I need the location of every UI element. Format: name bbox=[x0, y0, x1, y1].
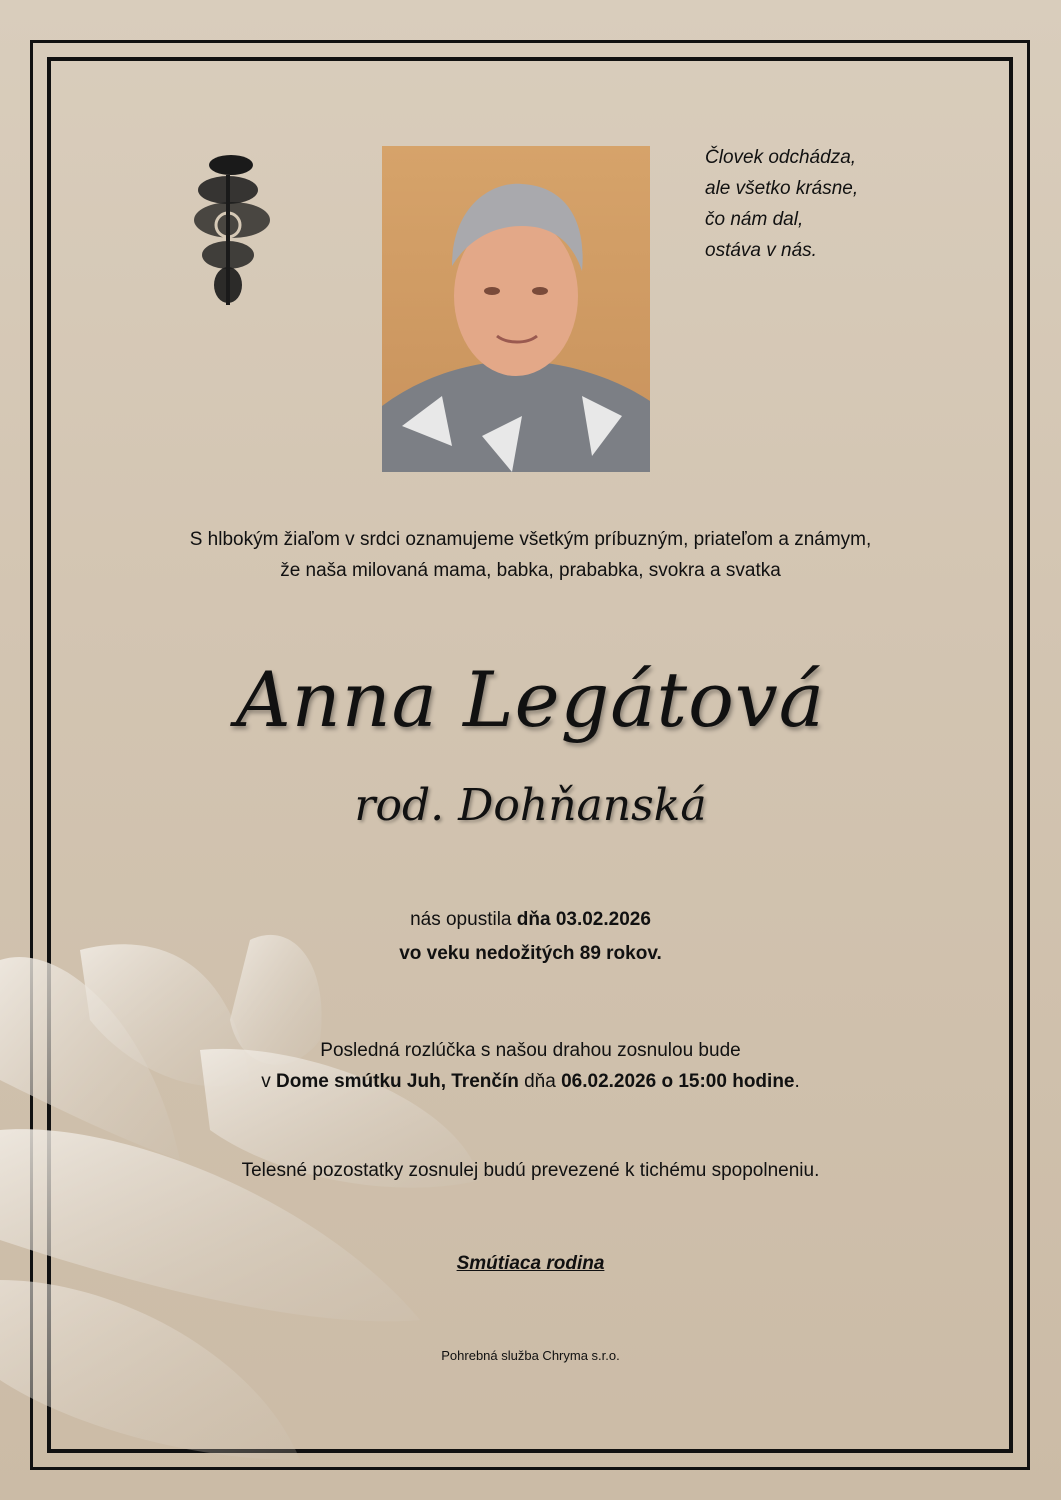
funeral-info bbox=[0, 1035, 1061, 1097]
remains-note: Telesné pozostatky zosnulej budú prevezené k tichému spopolneniu. bbox=[241, 1160, 820, 1181]
funeral-prefix: v bbox=[261, 1071, 276, 1092]
portrait-photo bbox=[382, 146, 650, 472]
death-age: vo veku nedožitých 89 rokov. bbox=[399, 943, 662, 964]
maiden-name: rod. Dohňanská bbox=[354, 780, 707, 831]
quote-line: ale všetko krásne, bbox=[705, 178, 859, 199]
intro-line-2: že naša milovaná mama, babka, prababka, svokra a svatka bbox=[280, 560, 781, 581]
tree-ornament-icon bbox=[176, 145, 296, 315]
funeral-line-1: Posledná rozlúčka s našou drahou zosnulou bude bbox=[320, 1040, 741, 1061]
funeral-place: Dome smútku Juh, Trenčín bbox=[276, 1071, 519, 1092]
funeral-service-footer: Pohrebná služba Chryma s.r.o. bbox=[441, 1348, 620, 1363]
deceased-name: Anna Legátová bbox=[235, 655, 826, 744]
funeral-suffix: . bbox=[794, 1071, 800, 1092]
intro-line-1: S hlbokým žiaľom v srdci oznamujeme všetkým príbuzným, priateľom a známym, bbox=[189, 529, 872, 550]
death-prefix: nás opustila bbox=[410, 909, 517, 930]
family-signature bbox=[0, 1253, 1061, 1275]
quote-line: čo nám dal, bbox=[705, 209, 804, 230]
death-date: dňa 03.02.2026 bbox=[516, 909, 651, 930]
quote-line: Človek odchádza, bbox=[705, 147, 857, 168]
funeral-line-2 bbox=[0, 1066, 1061, 1097]
death-info bbox=[0, 903, 1061, 971]
announcement-intro bbox=[0, 524, 1061, 586]
memorial-quote bbox=[705, 142, 955, 266]
quote-line: ostáva v nás. bbox=[705, 240, 817, 261]
flower-petals-decoration bbox=[0, 900, 520, 1500]
death-date-line bbox=[0, 903, 1061, 937]
death-age-line bbox=[0, 937, 1061, 971]
funeral-middle: dňa bbox=[518, 1071, 562, 1092]
family-text: Smútiaca rodina bbox=[456, 1253, 605, 1274]
funeral-datetime: 06.02.2026 o 15:00 hodine bbox=[561, 1071, 795, 1092]
